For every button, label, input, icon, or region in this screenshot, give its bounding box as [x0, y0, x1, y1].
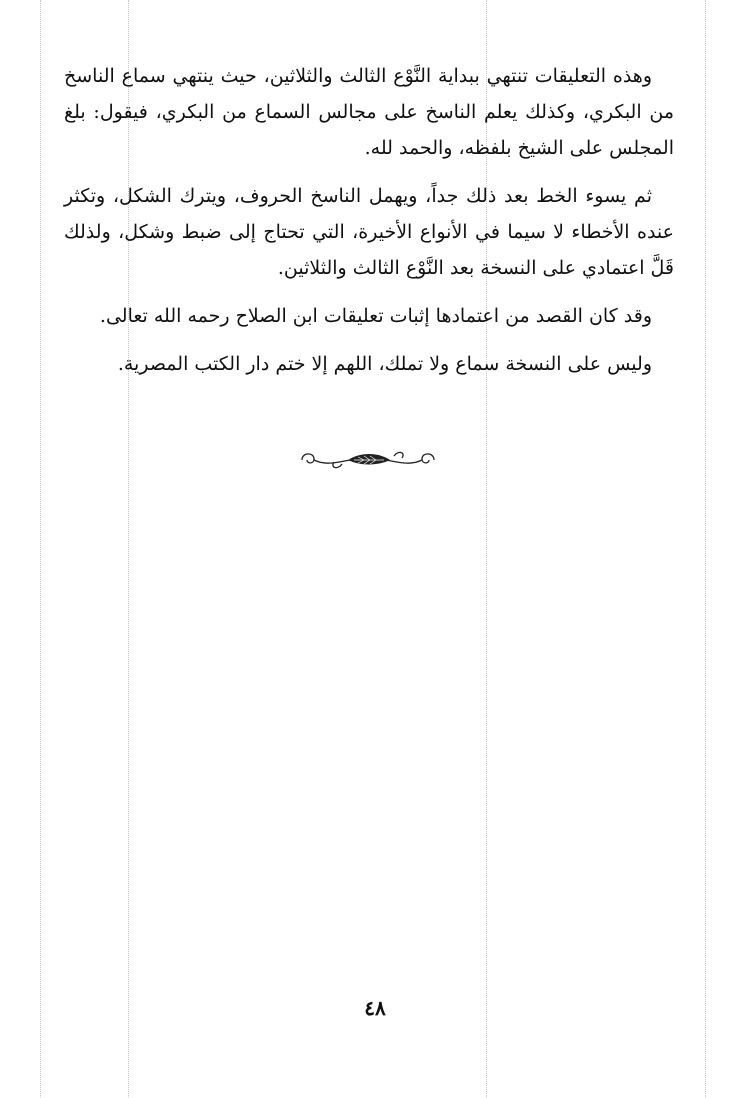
- floral-divider-icon: [298, 446, 438, 474]
- paragraph-3: وقد كان القصد من اعتمادها إثبات تعليقات ابن الصلاح رحمه الله تعالى.: [99, 305, 652, 327]
- scan-guide-line: [705, 0, 706, 1098]
- paragraph-4: وليس على النسخة سماع ولا تملك، اللهم إلا ختم دار الكتب المصرية.: [117, 353, 652, 375]
- paragraph-2: ثم يسوء الخط بعد ذلك جداً، ويهمل الناسخ الحروف، ويترك الشكل، وتكثر عنده الأخطاء لا سيما في الأنواع الأخيرة، التي تحتاج إلى ضبط وشكل، ولذلك قَلَّ اعتمادي على النسخة بعد النَّوْع الثالث والثلاثين.: [64, 185, 674, 279]
- page-number: ٤٨: [364, 996, 386, 1020]
- body-text: [64, 58, 674, 382]
- paragraph-1: وهذه التعليقات تنتهي ببداية النَّوْع الثالث والثلاثين، حيث ينتهي سماع الناسخ من البكري، وكذلك يعلم الناسخ على مجالس السماع من البكري، فيقول: بلغ المجلس على الشيخ بلفظه، والحمد لله.: [64, 65, 674, 159]
- scan-guide-line: [40, 0, 41, 1098]
